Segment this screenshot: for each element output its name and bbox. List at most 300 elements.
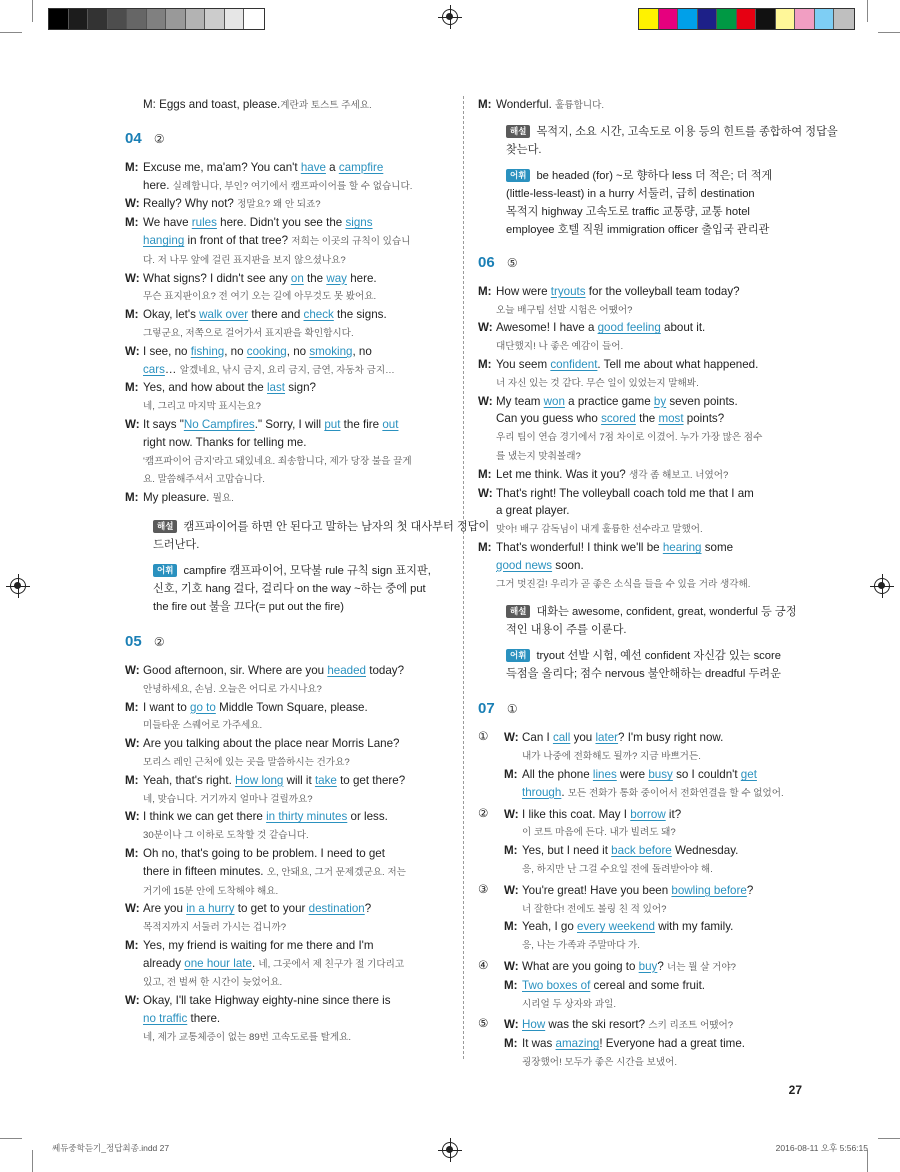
dialogue-line xyxy=(125,992,455,1010)
registration-mark-top xyxy=(442,9,458,25)
dialogue-line xyxy=(125,753,455,772)
vocabulary-text: campfire 캠프파이어, 모닥불 rule 규칙 sign 표지판, xyxy=(183,564,431,577)
dialogue-line xyxy=(125,826,455,845)
crop-mark xyxy=(32,1150,33,1172)
answer-blank: smoking xyxy=(309,344,353,358)
color-swatch xyxy=(795,9,815,29)
dialogue-line xyxy=(478,356,808,374)
dialogue-line xyxy=(125,489,455,508)
answer-blank: check xyxy=(303,308,334,322)
korean-translation: 네, 맞습니다. 거기까지 얼마나 걸릴까요? xyxy=(143,793,313,805)
explanation-note xyxy=(506,603,808,639)
answer-blank: hearing xyxy=(662,540,702,554)
speaker-label: M: xyxy=(504,1037,518,1051)
korean-translation: 너는 뭘 살 거야? xyxy=(667,961,736,973)
dialogue-line xyxy=(504,860,808,879)
answer-blank: won xyxy=(543,394,565,408)
dialogue-line xyxy=(478,557,808,575)
korean-translation: 훌륭합니다. xyxy=(555,100,605,111)
dialogue-text: All the phone xyxy=(522,767,593,781)
explanation-text: 찾는다. xyxy=(506,143,542,156)
answer-blank: get xyxy=(740,767,757,781)
speaker-label: M: xyxy=(504,844,518,858)
dialogue-text: so I couldn't xyxy=(672,767,741,781)
vocabulary-note xyxy=(153,562,455,616)
color-swatch xyxy=(147,9,167,29)
korean-translation: 거기에 15분 안에 도착해야 해요. xyxy=(143,885,279,897)
answer-blank: on xyxy=(290,271,304,285)
korean-translation: 너 자신 있는 것 같다. 무슨 일이 있었는지 말해봐. xyxy=(496,377,699,389)
speaker-label: W: xyxy=(125,197,140,211)
speaker-label: M: xyxy=(504,767,518,781)
dialogue-text: Are you talking about the place near Morris Lane? xyxy=(143,737,400,751)
dialogue-line xyxy=(504,729,808,747)
answer-blank: back before xyxy=(611,844,672,858)
speaker-label: M: xyxy=(125,381,139,395)
answer-blank: later xyxy=(595,731,619,745)
speaker-label: M: xyxy=(125,491,139,505)
speaker-label: M: xyxy=(504,920,518,934)
answer-blank: every weekend xyxy=(577,920,655,934)
dialogue-text: a practice game xyxy=(564,394,654,408)
right-column xyxy=(478,96,838,1075)
speaker-label: W: xyxy=(125,994,140,1008)
dialogue-text: in front of that tree? xyxy=(184,233,292,247)
speaker-label: W: xyxy=(478,321,493,335)
dialogue-line xyxy=(504,842,808,860)
speaker-label: W: xyxy=(504,731,519,745)
dialogue-text: I see, no xyxy=(143,344,191,358)
speaker-label: M: xyxy=(478,467,492,481)
dialogue-text: here. Didn't you see the xyxy=(216,216,346,230)
answer-blank: amazing xyxy=(555,1037,600,1051)
speaker-label: W: xyxy=(125,417,140,431)
dialogue-text: there in fifteen minutes. xyxy=(143,864,267,878)
vocabulary-text: employee 호텔 직원 immigration officer 출입국 관리관 xyxy=(506,223,770,236)
dialogue-line xyxy=(478,447,808,466)
vocabulary-tag: 어휘 xyxy=(506,169,530,182)
answer-blank: signs xyxy=(345,216,373,230)
dialogue-text: Excuse me, ma'am? You can't xyxy=(143,160,301,174)
dialogue-text: … xyxy=(164,362,180,376)
dialogue-line xyxy=(125,900,455,918)
dialogue-line xyxy=(125,324,455,343)
speaker-label: M: xyxy=(478,284,492,298)
dialogue-text: the xyxy=(303,271,327,285)
question-07-header xyxy=(478,699,808,719)
dialogue-text: Yeah, I go xyxy=(522,920,578,934)
dialogue-text: Middle Town Square, please. xyxy=(215,700,368,714)
vocabulary-tag: 어휘 xyxy=(153,564,177,577)
explanation-text: 대화는 awesome, confident, great, wonderful 등 긍정 xyxy=(536,606,797,619)
speaker-label: W: xyxy=(125,663,140,677)
dialogue-text: soon. xyxy=(552,558,584,572)
question-04-header xyxy=(125,129,455,149)
dialogue-text: Awesome! I have a xyxy=(496,321,598,335)
crop-mark xyxy=(0,32,22,33)
dialogue-line xyxy=(478,319,808,337)
korean-translation: 네, 제가 교통체증이 없는 89번 고속도로를 탈게요. xyxy=(143,1031,352,1043)
korean-translation: 네, 그리고 마지막 표시는요? xyxy=(143,401,261,413)
dialogue-line xyxy=(504,1016,808,1035)
dialogue-text: here. xyxy=(346,271,377,285)
dialogue-line xyxy=(504,747,808,766)
answer-blank: in thirty minutes xyxy=(266,810,348,824)
korean-translation: 이 코트 마음에 든다. 내가 빌려도 돼? xyxy=(522,827,676,839)
dialogue-line xyxy=(125,772,455,790)
option-dialogue xyxy=(478,806,808,879)
color-swatch xyxy=(69,9,89,29)
dialogue-text: ? xyxy=(657,959,668,973)
option-number: ③ xyxy=(478,882,489,896)
dialogue-line xyxy=(478,520,808,539)
speaker-label: M: xyxy=(125,846,139,860)
dialogue-text: some xyxy=(701,540,734,554)
vocabulary-text: 득점을 올리다; 점수 nervous 불안해하는 dreadful 두려운 xyxy=(506,668,781,681)
explanation-note xyxy=(506,123,838,159)
dialogue-line xyxy=(478,428,808,447)
dialogue-line xyxy=(504,1035,808,1053)
dialogue-text: the fire xyxy=(340,417,383,431)
dialogue-line xyxy=(478,301,808,320)
question-number: 07 xyxy=(478,700,495,718)
dialogue-line xyxy=(478,466,808,485)
answer-blank: fishing xyxy=(190,344,225,358)
korean-translation: 시리얼 두 상자와 과일. xyxy=(522,998,617,1010)
dialogue-text: Yes, but I need it xyxy=(522,844,612,858)
option-dialogue xyxy=(478,1016,808,1071)
korean-translation: 계란과 토스트 주세요. xyxy=(280,100,372,111)
dialogue-line xyxy=(125,1010,455,1028)
speaker-label: W: xyxy=(504,1018,519,1032)
color-swatch xyxy=(756,9,776,29)
dialogue-text: to get there? xyxy=(336,773,406,787)
answer-blank: borrow xyxy=(630,807,666,821)
answer-mark: ② xyxy=(153,131,165,146)
dialogue-line xyxy=(125,1028,455,1047)
explanation-tag: 해설 xyxy=(153,520,177,533)
dialogue-line xyxy=(504,900,808,919)
question-number: 06 xyxy=(478,253,495,271)
color-swatch xyxy=(166,9,186,29)
korean-translation: 안녕하세요, 손님. 오늘은 어디로 가시나요? xyxy=(143,683,322,695)
dialogue-line xyxy=(504,918,808,936)
answer-blank: have xyxy=(300,160,326,174)
dialogue-text: ." Sorry, I will xyxy=(254,417,325,431)
speaker-label: M: xyxy=(478,357,492,371)
dialogue-text: were xyxy=(616,767,649,781)
answer-blank: busy xyxy=(648,767,673,781)
dialogue-text: ? I'm busy right now. xyxy=(618,731,724,745)
dialogue-text: , no xyxy=(224,344,247,358)
color-swatch xyxy=(127,9,147,29)
dialogue-text: How were xyxy=(496,284,551,298)
dialogue-line xyxy=(478,485,808,503)
korean-translation: 그렇군요, 저쪽으로 걸어가서 표지판을 확인합시다. xyxy=(143,327,354,339)
dialogue-text: there and xyxy=(248,308,304,322)
speaker-label: W: xyxy=(125,271,140,285)
dialogue-line xyxy=(125,379,455,397)
vocabulary-text: (little-less-least) in a hurry 서둘러, 급히 destination xyxy=(506,187,755,200)
answer-blank: go to xyxy=(190,700,216,714)
registration-mark-left xyxy=(10,578,26,594)
dialogue-text: . xyxy=(251,956,259,970)
color-swatch xyxy=(815,9,835,29)
crop-mark xyxy=(878,32,900,33)
korean-translation: 목적지까지 서둘러 가시는 겁니까? xyxy=(143,922,287,934)
color-swatch xyxy=(776,9,796,29)
grayscale-calibration-bar xyxy=(48,8,265,30)
explanation-text: 목적지, 소요 시간, 고속도로 이용 등의 힌트를 종합하여 정답을 xyxy=(536,125,838,138)
answer-blank: good news xyxy=(496,558,553,572)
dialogue-text: M: Eggs and toast, please. xyxy=(143,98,281,111)
column-divider xyxy=(463,96,464,1059)
dialogue-line xyxy=(504,977,808,995)
dialogue-line xyxy=(125,251,455,270)
korean-translation: 우리 팀이 연습 경기에서 7점 차이로 이겼어. 누가 가장 많은 점수 xyxy=(496,432,763,444)
dialogue-text: I think we can get there xyxy=(143,810,267,824)
dialogue-line xyxy=(125,96,455,115)
vocabulary-text: 신호, 기호 hang 걸다, 걸리다 on the way ~하는 중에 put xyxy=(153,582,426,595)
dialogue-line xyxy=(125,287,455,306)
dialogue-line xyxy=(125,955,455,974)
dialogue-line xyxy=(478,374,808,393)
dialogue-text: What are you going to xyxy=(522,959,639,973)
dialogue-text: today? xyxy=(366,663,405,677)
explanation-text: 드러난다. xyxy=(153,538,200,551)
dialogue-text: about it. xyxy=(660,321,706,335)
korean-translation: 네, 그곳에서 제 친구가 절 기다리고 xyxy=(258,958,405,970)
dialogue-text: here. xyxy=(143,178,173,192)
korean-translation: 스키 리조트 어땠어? xyxy=(648,1020,734,1032)
dialogue-line xyxy=(125,416,455,434)
answer-blank: call xyxy=(552,731,571,745)
dialogue-line xyxy=(125,470,455,489)
dialogue-text: points? xyxy=(683,412,725,426)
dialogue-text: cereal and some fruit. xyxy=(590,978,706,992)
vocabulary-text: tryout 선발 시험, 예선 confident 자신감 있는 score xyxy=(536,650,781,663)
korean-translation: 미들타운 스퀘어로 가주세요. xyxy=(143,720,263,732)
korean-translation: 30분이나 그 이하로 도착할 것 같습니다. xyxy=(143,830,309,842)
dialogue-line xyxy=(125,808,455,826)
color-swatch xyxy=(639,9,659,29)
option-number: ① xyxy=(478,730,489,744)
dialogue-line xyxy=(478,337,808,356)
question-06-dialogue xyxy=(478,283,808,594)
color-swatch xyxy=(49,9,69,29)
dialogue-line xyxy=(125,973,455,992)
dialogue-line xyxy=(478,502,808,520)
dialogue-line xyxy=(125,699,455,717)
dialogue-line xyxy=(478,393,808,411)
explanation-tag: 해설 xyxy=(506,125,530,138)
explanation-note xyxy=(153,518,490,554)
speaker-label: M: xyxy=(478,98,492,111)
color-swatch xyxy=(659,9,679,29)
answer-blank: rules xyxy=(191,216,217,230)
dialogue-line xyxy=(125,452,455,471)
color-swatch xyxy=(717,9,737,29)
dialogue-text: Oh no, that's going to be problem. I need to get xyxy=(143,846,385,860)
dialogue-text: the xyxy=(635,412,659,426)
footer-timestamp: 2016-08-11 오후 5:56:15 xyxy=(775,1143,868,1153)
dialogue-text: My pleasure. xyxy=(143,491,213,505)
dialogue-text: or less. xyxy=(347,810,388,824)
answer-blank: bowling before xyxy=(671,883,747,897)
dialogue-text: seven points. xyxy=(666,394,738,408)
vocabulary-note xyxy=(506,647,808,683)
option-item xyxy=(478,882,808,955)
speaker-label: W: xyxy=(478,394,493,408)
dialogue-text: it? xyxy=(665,807,682,821)
vocabulary-text: 목적지 highway 고속도로 traffic 교통량, 교통 hotel xyxy=(506,205,750,218)
page-number: 27 xyxy=(788,1083,802,1097)
dialogue-text: That's wonderful! I think we'll be xyxy=(496,540,663,554)
dialogue-line xyxy=(125,716,455,735)
dialogue-line xyxy=(125,177,455,196)
speaker-label: M: xyxy=(125,308,139,322)
speaker-label: W: xyxy=(504,807,519,821)
answer-blank: cars xyxy=(143,362,165,376)
dialogue-line xyxy=(125,882,455,901)
color-calibration-bar xyxy=(638,8,855,30)
pre-dialogue xyxy=(478,96,808,115)
dialogue-text: Wednesday. xyxy=(671,844,739,858)
option-number: ④ xyxy=(478,958,489,972)
dialogue-text: That's right! The volleyball coach told me that I am xyxy=(496,486,754,500)
answer-blank: way xyxy=(326,271,347,285)
korean-translation: 대단했지! 나 좋은 예감이 들어. xyxy=(496,341,624,353)
dialogue-line xyxy=(504,823,808,842)
korean-translation: 그거 멋진걸! 우리가 곧 좋은 소식을 들을 수 있을 거라 생각해. xyxy=(496,578,751,590)
answer-blank: Two boxes of xyxy=(522,978,591,992)
dialogue-text: a xyxy=(325,160,339,174)
dialogue-text: I like this coat. May I xyxy=(522,807,631,821)
dialogue-line xyxy=(125,680,455,699)
korean-translation: 내가 나중에 전화해도 될까? 지금 바쁘거든. xyxy=(522,751,701,763)
korean-translation: 를 냈는지 맞춰볼래? xyxy=(496,450,581,462)
dialogue-text: for the volleyball team today? xyxy=(585,284,740,298)
dialogue-text: the signs. xyxy=(333,308,387,322)
question-06-header xyxy=(478,253,808,273)
dialogue-text: I want to xyxy=(143,700,191,714)
dialogue-line xyxy=(125,343,455,361)
speaker-label: W: xyxy=(125,737,140,751)
dialogue-text: Okay, I'll take Highway eighty-nine since there is xyxy=(143,994,391,1008)
question-number: 05 xyxy=(125,632,142,650)
color-swatch xyxy=(225,9,245,29)
color-swatch xyxy=(678,9,698,29)
dialogue-line xyxy=(125,270,455,288)
speaker-label: M: xyxy=(125,773,139,787)
option-dialogue xyxy=(478,958,808,1013)
answer-blank: scored xyxy=(601,412,636,426)
answer-blank: out xyxy=(382,417,399,431)
korean-translation: 오, 안돼요, 그거 문제겠군요. 저는 xyxy=(266,866,406,878)
korean-translation: 생각 좀 해보고. 너였어? xyxy=(628,469,729,481)
korean-translation: 뭘요. xyxy=(212,493,234,505)
dialogue-line xyxy=(125,361,455,380)
korean-translation: 다. 저 나무 앞에 걸린 표지판을 보지 않으셨나요? xyxy=(143,254,346,266)
dialogue-line xyxy=(125,845,455,863)
question-number: 04 xyxy=(125,129,142,147)
option-dialogue xyxy=(478,882,808,955)
explanation-text: 적인 내용이 주를 이룬다. xyxy=(506,624,627,637)
dialogue-text: Let me think. Was it you? xyxy=(496,467,629,481)
speaker-label: W: xyxy=(478,486,493,500)
option-number: ② xyxy=(478,806,489,820)
answer-blank: one hour late xyxy=(184,956,252,970)
answer-mark: ② xyxy=(153,634,165,649)
dialogue-line xyxy=(504,806,808,824)
answer-blank: buy xyxy=(638,959,658,973)
answer-blank: most xyxy=(658,412,684,426)
dialogue-text: Yes, my friend is waiting for me there and I'm xyxy=(143,938,374,952)
korean-translation: '캠프파이어 금지'라고 돼있네요. 죄송합니다, 제가 당장 불을 끌게 xyxy=(143,455,412,467)
korean-translation: 오늘 배구팀 선발 시험은 어땠어? xyxy=(496,304,633,316)
crop-mark xyxy=(867,0,868,22)
answer-blank: in a hurry xyxy=(186,902,235,916)
speaker-label: M: xyxy=(125,700,139,714)
dialogue-line xyxy=(478,575,808,594)
dialogue-text: Really? Why not? xyxy=(143,197,238,211)
dialogue-line xyxy=(125,397,455,416)
dialogue-text: Can you guess who xyxy=(496,412,602,426)
dialogue-text: You seem xyxy=(496,357,551,371)
korean-translation: 응, 하지만 난 그걸 수요일 전에 돌려받아야 해. xyxy=(522,863,713,875)
dialogue-text: My team xyxy=(496,394,544,408)
dialogue-text: you xyxy=(570,731,596,745)
registration-mark-right xyxy=(874,578,890,594)
korean-translation: 굉장했어! 모두가 좋은 시간을 보냈어. xyxy=(522,1056,678,1068)
korean-translation: 무슨 표지판이요? 전 여기 오는 길에 아무것도 못 봤어요. xyxy=(143,291,377,303)
answer-blank: campfire xyxy=(338,160,384,174)
answer-blank: by xyxy=(653,394,667,408)
dialogue-text: to get to your xyxy=(234,902,309,916)
color-swatch xyxy=(205,9,225,29)
dialogue-text: right now. Thanks for telling me. xyxy=(143,435,307,449)
korean-translation: 정말요? 왜 안 되죠? xyxy=(237,199,321,211)
dialogue-text: ! Everyone had a great time. xyxy=(599,1037,745,1051)
question-04-dialogue xyxy=(125,159,455,508)
dialogue-text: You're great! Have you been xyxy=(522,883,672,897)
dialogue-line xyxy=(125,195,455,214)
dialogue-text: ? xyxy=(364,902,372,916)
pre-dialogue xyxy=(125,96,455,115)
option-item xyxy=(478,958,808,1013)
korean-translation: 모든 전화가 통화 중이어서 전화연결을 할 수 없었어. xyxy=(567,787,784,799)
question-05-dialogue xyxy=(125,662,455,1047)
speaker-label: M: xyxy=(125,160,139,174)
color-swatch xyxy=(737,9,757,29)
question-05-header xyxy=(125,632,455,652)
dialogue-text: already xyxy=(143,956,185,970)
speaker-label: M: xyxy=(125,938,139,952)
dialogue-text: Can I xyxy=(522,731,553,745)
dialogue-text: sign? xyxy=(285,381,316,395)
answer-blank: No Campfires xyxy=(183,417,255,431)
answer-blank: headed xyxy=(327,663,366,677)
answer-mark: ① xyxy=(506,702,518,717)
explanation-tag: 해설 xyxy=(506,605,530,618)
dialogue-line xyxy=(125,214,455,232)
vocabulary-text: be headed (for) ~로 향하다 less 더 적은; 더 적게 xyxy=(536,169,773,182)
dialogue-text: there. xyxy=(187,1012,221,1026)
dialogue-text: with my family. xyxy=(655,920,734,934)
answer-blank: lines xyxy=(592,767,617,781)
registration-mark-bottom xyxy=(442,1142,458,1158)
speaker-label: M: xyxy=(125,216,139,230)
